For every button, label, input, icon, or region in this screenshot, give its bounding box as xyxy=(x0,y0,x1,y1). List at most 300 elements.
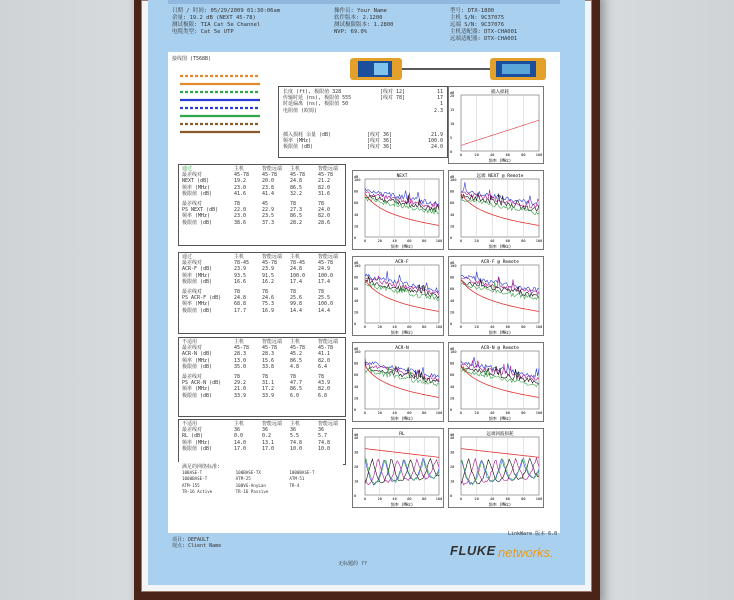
table-cell: 17.0 xyxy=(234,445,247,452)
table-cell: 最差线对 xyxy=(182,201,203,208)
table-cell: 17.7 xyxy=(234,307,247,314)
table-cell: 37.3 xyxy=(262,219,275,226)
software-label: 软件版本: 2.1200 xyxy=(334,15,383,21)
table-cell: 29.2 xyxy=(234,380,247,387)
x-tick-label: 80 xyxy=(521,153,526,157)
x-tick-label: 60 xyxy=(407,325,412,329)
table-cell: RL (dB) xyxy=(182,433,204,440)
table-cell: 86.5 xyxy=(290,386,303,393)
y-tick-label: 80 xyxy=(354,275,359,280)
y-tick-label: 80 xyxy=(354,189,359,194)
y-tick-label: dB xyxy=(450,433,455,437)
x-tick-label: 40 xyxy=(392,325,397,329)
x-tick-label: 20 xyxy=(474,497,479,501)
table-cell: 28.3 xyxy=(262,351,275,358)
table-cell: 43.9 xyxy=(318,380,331,387)
y-tick-label: 80 xyxy=(450,275,455,280)
table-header-cell: 智能远端 xyxy=(262,339,283,345)
x-tick-label: 20 xyxy=(474,325,479,329)
y-tick-label: dB xyxy=(354,175,359,179)
table-cell: 99.8 xyxy=(290,301,303,308)
table-cell: 45-78 xyxy=(318,260,334,267)
table-cell: 5.5 xyxy=(290,433,300,440)
chart-trace xyxy=(461,366,539,385)
x-tick-label: 40 xyxy=(490,497,495,501)
il-margin-value: 21.9 xyxy=(430,131,443,138)
chart-frame xyxy=(461,179,539,237)
table-cell: 78-45 xyxy=(290,260,306,267)
table-cell: ACR-N (dB) xyxy=(182,351,213,358)
table-cell: 10.0 xyxy=(290,445,303,452)
x-tick-label: 20 xyxy=(474,153,479,157)
table-header-cell: 智能远端 xyxy=(318,166,339,172)
x-tick-label: 20 xyxy=(474,411,479,415)
x-axis-label: 频率 (MHz) xyxy=(488,502,512,507)
x-tick-label: 100 xyxy=(535,497,543,501)
table-cell: 16.6 xyxy=(234,278,247,285)
table-row xyxy=(182,446,342,452)
chart-panel xyxy=(448,428,544,508)
table-cell: 82.0 xyxy=(318,386,331,393)
table-cell: 33.8 xyxy=(262,363,275,370)
y-tick-label: 60 xyxy=(354,201,359,206)
table-cell: 频率 (MHz) xyxy=(182,386,211,393)
table-header-cell: 智能远端 xyxy=(318,421,339,427)
table-header-cell: 智能远端 xyxy=(262,166,283,172)
y-tick-label: 40 xyxy=(450,298,455,303)
x-axis-label: 频率 (MHz) xyxy=(488,416,512,421)
compliant-item xyxy=(289,489,339,495)
table-header-cell: 主机 xyxy=(290,166,301,172)
table-cell: 82.0 xyxy=(318,357,331,364)
table-header-cell: 主机 xyxy=(234,421,245,427)
table-cell: 频率 (MHz) xyxy=(182,184,211,191)
table-cell: 14.0 xyxy=(234,439,247,446)
x-tick-label: 20 xyxy=(377,325,382,329)
table-cell: 0.2 xyxy=(262,433,272,440)
chart-svg xyxy=(353,257,443,335)
site-label: 项目: DEFAULT xyxy=(172,537,210,543)
table-header-cell: 智能远端 xyxy=(262,254,283,260)
x-tick-label: 80 xyxy=(422,497,427,501)
y-tick-label: 30 xyxy=(354,450,359,455)
table-cell: 45-78 xyxy=(262,260,278,267)
compliant-item: 10BASE-T xyxy=(182,470,203,476)
main-adapter-label: 主机适配器: DTX-CHA001 xyxy=(450,29,518,35)
table-cell: 21.2 xyxy=(318,178,331,185)
y-tick-label: 0 xyxy=(450,150,453,154)
x-tick-label: 60 xyxy=(505,153,510,157)
table-cell: 15.6 xyxy=(262,357,275,364)
table-cell: 14.4 xyxy=(318,307,331,314)
compliant-item: ATM-155 xyxy=(182,482,200,488)
x-tick-label: 0 xyxy=(459,239,463,243)
table-cell: 45-78 xyxy=(318,345,334,352)
table-cell: 17.2 xyxy=(262,386,275,393)
table-cell: 6.4 xyxy=(318,363,328,370)
table-row xyxy=(182,279,342,285)
table-cell: 41.6 xyxy=(234,190,247,197)
il-freq-pair: [线对 36] xyxy=(366,138,393,145)
y-tick-label: 60 xyxy=(354,373,359,378)
table-cell: 24.8 xyxy=(234,295,247,302)
table-header-cell: 通过 xyxy=(182,166,193,172)
y-tick-label: 20 xyxy=(354,465,359,469)
table-cell: 41.1 xyxy=(318,351,331,358)
table-cell: 极限值 (dB) xyxy=(182,219,213,226)
y-tick-label: 60 xyxy=(450,373,455,378)
x-tick-label: 100 xyxy=(535,153,543,157)
table-cell: 31.1 xyxy=(262,380,275,387)
y-tick-label: 40 xyxy=(354,436,359,440)
table-cell: 频率 (MHz) xyxy=(182,272,211,279)
table-cell: 0.0 xyxy=(234,433,244,440)
chart-title: ACR-F @ Remote xyxy=(481,260,519,265)
table-cell: 23.0 xyxy=(234,184,247,191)
table-cell: 100.0 xyxy=(318,301,334,308)
table-cell: 23.9 xyxy=(262,266,275,273)
x-axis-label: 频率 (MHz) xyxy=(390,502,414,507)
x-tick-label: 100 xyxy=(435,325,443,329)
il-limit-pair: [线对 36] xyxy=(366,144,393,151)
networks-logo: networks. xyxy=(498,545,554,560)
table-cell: 82.0 xyxy=(318,184,331,191)
table-cell: 45-78 xyxy=(290,345,306,352)
table-cell: 86.5 xyxy=(290,213,303,220)
il-freq-label: 频率 (MHz) xyxy=(283,138,312,145)
table-header-cell: 智能远端 xyxy=(262,421,283,427)
table-cell: 78 xyxy=(318,374,325,381)
table-cell: 78 xyxy=(234,289,241,296)
y-tick-label: 60 xyxy=(450,287,455,292)
y-tick-label: 0 xyxy=(450,408,453,412)
table-cell: 频率 (MHz) xyxy=(182,439,211,446)
table-header-cell: 主机 xyxy=(234,339,245,345)
table-cell: 45-78 xyxy=(318,172,334,179)
report-paper xyxy=(168,52,560,533)
table-cell: 28.6 xyxy=(318,219,331,226)
table-cell: 13.0 xyxy=(234,357,247,364)
y-tick-label: 40 xyxy=(354,384,359,389)
y-tick-label: 100 xyxy=(450,350,457,354)
x-tick-label: 60 xyxy=(505,325,510,329)
chart-panel xyxy=(352,256,444,336)
y-tick-label: 100 xyxy=(354,264,361,268)
table-cell: 35.0 xyxy=(234,363,247,370)
chart-svg xyxy=(449,171,543,249)
il-limit-label: 极限值 (dB) xyxy=(283,144,314,151)
table-cell: 24.8 xyxy=(290,266,303,273)
cable-id-label: 无标题的 ?? xyxy=(338,561,368,567)
table-cell: 31.6 xyxy=(318,190,331,197)
x-tick-label: 20 xyxy=(474,239,479,243)
table-cell: 4.8 xyxy=(290,363,300,370)
table-cell: 45-78 xyxy=(262,345,278,352)
table-header-cell: 主机 xyxy=(290,339,301,345)
y-tick-label: 10 xyxy=(354,479,359,484)
operator-label: 操作员: Your Name xyxy=(334,8,387,14)
table-cell: 28.2 xyxy=(290,219,303,226)
delay-skew-value: 1 xyxy=(439,101,443,108)
compliant-item: TR-16 Passive xyxy=(235,488,269,494)
x-tick-label: 40 xyxy=(490,325,495,329)
chart-svg xyxy=(353,429,443,507)
delay-skew-label: 时延偏离 (ns), 极限值 50 xyxy=(283,101,349,108)
table-cell: 100.0 xyxy=(290,272,306,279)
chart-frame xyxy=(461,265,539,323)
compliant-networks xyxy=(178,462,343,510)
table-cell: 16.9 xyxy=(262,307,275,314)
table-cell: 32.2 xyxy=(290,190,303,197)
chart-trace xyxy=(461,357,539,377)
x-tick-label: 100 xyxy=(435,239,443,243)
compliant-item: 1000BASE-T xyxy=(182,476,208,482)
x-tick-label: 100 xyxy=(535,239,543,243)
table-row xyxy=(182,364,342,370)
y-tick-label: 100 xyxy=(450,178,457,182)
y-tick-label: 40 xyxy=(354,298,359,303)
x-axis-label: 频率 (MHz) xyxy=(390,416,414,421)
table-cell: 6.0 xyxy=(290,392,300,399)
chart-title: NEXT xyxy=(396,174,408,179)
y-tick-label: 60 xyxy=(450,201,455,206)
table-header-cell: 主机 xyxy=(234,166,245,172)
table-cell: 45-78 xyxy=(290,172,306,179)
table-cell: 86.5 xyxy=(290,184,303,191)
x-tick-label: 80 xyxy=(422,239,427,243)
y-tick-label: 30 xyxy=(450,450,455,455)
table-cell: 最差线对 xyxy=(182,289,203,296)
chart-svg xyxy=(353,171,443,249)
x-tick-label: 80 xyxy=(521,325,526,329)
table-cell: 20.0 xyxy=(262,178,275,185)
table-cell: 极限值 (dB) xyxy=(182,278,213,285)
x-axis-label: 频率 (MHz) xyxy=(488,330,512,335)
table-cell: 36 xyxy=(262,427,269,434)
chart-panel xyxy=(448,256,544,336)
table-cell: PS ACR-N (dB) xyxy=(182,380,222,387)
chart-trace xyxy=(365,362,439,378)
wiremap-section xyxy=(172,56,211,62)
table-cell: 45-78 xyxy=(262,172,278,179)
y-tick-label: 80 xyxy=(450,189,455,194)
wiremap-diagram xyxy=(180,72,260,142)
x-axis-label: 频率 (MHz) xyxy=(488,158,512,163)
x-tick-label: 100 xyxy=(535,411,543,415)
chart-trace xyxy=(365,271,439,293)
y-tick-label: dB xyxy=(354,347,359,351)
table-cell: 91.5 xyxy=(262,272,275,279)
table-cell: 最差线对 xyxy=(182,260,203,267)
x-axis-label: 频率 (MHz) xyxy=(488,244,512,249)
x-tick-label: 100 xyxy=(435,411,443,415)
y-tick-label: 20 xyxy=(450,94,455,98)
il-margin-label: 插入损耗 余量 (dB) xyxy=(283,131,332,138)
table-cell: 78 xyxy=(262,289,269,296)
table-cell: 78 xyxy=(290,289,297,296)
table-cell: 78 xyxy=(262,374,269,381)
compliant-item: 1000BASE-T xyxy=(289,470,315,476)
table-cell: 78 xyxy=(290,374,297,381)
table-cell: 最差线对 xyxy=(182,427,203,434)
table-cell: 45.2 xyxy=(290,351,303,358)
x-tick-label: 0 xyxy=(363,497,367,501)
x-axis-label: 频率 (MHz) xyxy=(390,244,414,249)
table-cell: 频率 (MHz) xyxy=(182,213,211,220)
x-tick-label: 0 xyxy=(363,325,367,329)
table-header-cell: 智能远端 xyxy=(318,339,339,345)
table-cell: 75.3 xyxy=(262,301,275,308)
il-limit-value: 24.0 xyxy=(430,144,443,151)
y-tick-label: 40 xyxy=(450,212,455,217)
table-cell: 17.4 xyxy=(318,278,331,285)
table-cell: 24.9 xyxy=(318,266,331,273)
compliant-list xyxy=(182,470,339,495)
compliant-item: ATM-51 xyxy=(289,476,305,482)
y-tick-label: 0 xyxy=(450,236,453,240)
y-tick-label: 0 xyxy=(450,322,453,326)
y-tick-label: 100 xyxy=(354,350,361,354)
x-tick-label: 80 xyxy=(422,325,427,329)
table-cell: 6.0 xyxy=(318,392,328,399)
table-cell: 33.9 xyxy=(262,392,275,399)
y-tick-label: 15 xyxy=(450,108,455,112)
table-cell: 68.8 xyxy=(234,301,247,308)
table-cell: 41.4 xyxy=(262,190,275,197)
y-tick-label: 40 xyxy=(450,384,455,389)
chart-title: 插入损耗 xyxy=(491,90,509,95)
table-row xyxy=(182,308,342,314)
prop-delay-value: 17 xyxy=(436,95,443,102)
result-table xyxy=(178,337,346,417)
x-tick-label: 60 xyxy=(505,239,510,243)
y-tick-label: 20 xyxy=(354,224,359,229)
resistance-value: 2.3 xyxy=(433,107,443,114)
chart-frame xyxy=(461,95,539,151)
resistance-pair: [线对 78] xyxy=(380,95,406,102)
table-cell: 78 xyxy=(290,201,297,208)
table-cell: 36 xyxy=(318,427,325,434)
compliant-item: TR-16 Active xyxy=(182,488,213,494)
y-tick-label: 20 xyxy=(450,465,455,469)
x-tick-label: 100 xyxy=(435,497,443,501)
report-footer xyxy=(168,533,560,585)
y-tick-label: 20 xyxy=(354,310,359,315)
result-table xyxy=(178,252,346,334)
table-cell: 极限值 (dB) xyxy=(182,190,213,197)
x-tick-label: 40 xyxy=(392,497,397,501)
x-tick-label: 0 xyxy=(459,411,463,415)
chart-panel xyxy=(352,342,444,422)
compliant-item: 100VG-AnyLan xyxy=(235,482,266,488)
table-cell: 23.0 xyxy=(234,213,247,220)
compliant-item: TR-4 xyxy=(289,482,300,488)
length-pair: [线对 12] xyxy=(380,89,406,95)
x-tick-label: 80 xyxy=(521,239,526,243)
limit-line xyxy=(365,194,439,226)
chart-panel xyxy=(448,170,544,250)
x-tick-label: 60 xyxy=(505,497,510,501)
table-cell: 10.0 xyxy=(318,445,331,452)
x-tick-label: 0 xyxy=(459,153,463,157)
table-cell: 100.0 xyxy=(318,272,334,279)
y-tick-label: 40 xyxy=(354,212,359,217)
result-table xyxy=(178,164,346,246)
summary-box xyxy=(278,86,448,158)
chart-title: ACR-N xyxy=(395,346,409,351)
table-cell: 74.8 xyxy=(318,439,331,446)
limit-line xyxy=(461,449,539,458)
table-row xyxy=(182,393,342,399)
table-cell: 33.9 xyxy=(234,392,247,399)
x-tick-label: 60 xyxy=(505,411,510,415)
chart-panel xyxy=(352,170,444,250)
y-tick-label: 100 xyxy=(450,264,457,268)
table-cell: 36 xyxy=(290,427,297,434)
table-cell: 17.4 xyxy=(290,278,303,285)
chart-panel xyxy=(448,342,544,422)
y-tick-label: 40 xyxy=(450,436,455,440)
y-tick-label: 80 xyxy=(354,361,359,366)
table-cell: 23.9 xyxy=(234,266,247,273)
report-header xyxy=(168,0,560,52)
y-tick-label: 100 xyxy=(354,178,361,182)
table-cell: 21.0 xyxy=(234,386,247,393)
table-header-cell: 主机 xyxy=(290,254,301,260)
table-row xyxy=(182,220,342,226)
client-label: 现点: Client Name xyxy=(172,543,222,550)
table-cell: 38.6 xyxy=(234,219,247,226)
table-cell: 17.0 xyxy=(262,445,275,452)
chart-svg xyxy=(449,87,543,163)
x-tick-label: 20 xyxy=(377,411,382,415)
x-tick-label: 80 xyxy=(521,497,526,501)
chart-panel xyxy=(352,428,444,508)
x-tick-label: 60 xyxy=(407,411,412,415)
y-tick-label: dB xyxy=(450,175,455,179)
model-label: 型号: DTX-1800 xyxy=(450,8,495,14)
table-cell: 最差线对 xyxy=(182,374,203,381)
table-cell: 最差线对 xyxy=(182,172,203,179)
chart-svg xyxy=(449,429,543,507)
table-cell: 74.8 xyxy=(290,439,303,446)
y-tick-label: 60 xyxy=(354,287,359,292)
x-axis-label: 频率 (MHz) xyxy=(390,330,414,335)
table-cell: 14.4 xyxy=(290,307,303,314)
table-header-cell: 智能远端 xyxy=(318,254,339,260)
table-header-cell: 不适用 xyxy=(182,421,198,427)
y-tick-label: 10 xyxy=(450,479,455,484)
nvp-label: NVP: 69.0% xyxy=(334,29,368,35)
table-cell: 22.9 xyxy=(262,207,275,214)
result-table xyxy=(178,419,346,465)
y-tick-label: 0 xyxy=(354,408,357,412)
table-cell: 82.0 xyxy=(318,213,331,220)
x-tick-label: 40 xyxy=(490,153,495,157)
table-cell: 频率 (MHz) xyxy=(182,357,211,364)
table-cell: 36 xyxy=(234,427,241,434)
chart-trace xyxy=(365,188,439,205)
resistance-label: 电阻值 (欧姆) xyxy=(283,107,318,114)
il-freq-value: 100.0 xyxy=(427,138,443,145)
chart-title: ACR-F xyxy=(395,260,409,265)
table-cell: 78-45 xyxy=(234,260,250,267)
y-tick-label: dB xyxy=(450,347,455,351)
header-strip xyxy=(168,0,560,4)
table-cell: 极限值 (dB) xyxy=(182,445,213,452)
x-tick-label: 60 xyxy=(407,239,412,243)
chart-title: RL xyxy=(399,432,405,437)
